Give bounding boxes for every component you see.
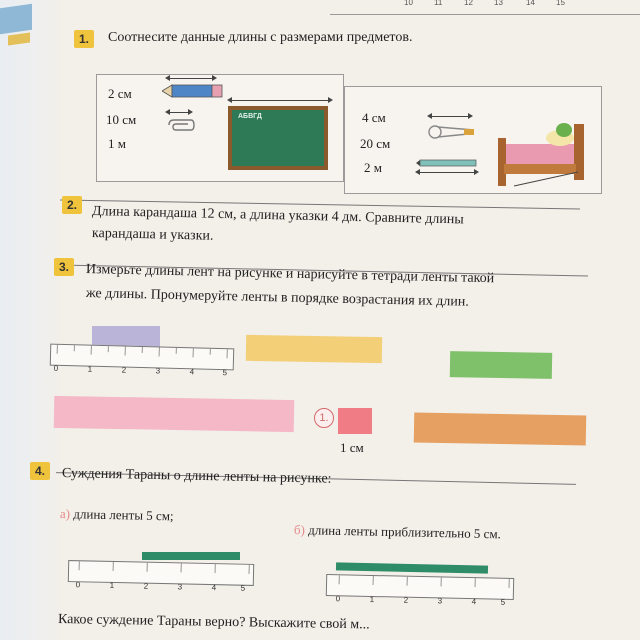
task-number: 3. bbox=[54, 258, 74, 276]
ruler-ticks bbox=[327, 575, 513, 589]
length-arrow bbox=[230, 100, 330, 101]
ruler-number: 1 bbox=[109, 580, 115, 591]
ruler-number: 1 bbox=[369, 594, 375, 605]
option-text: длина ленты 5 см; bbox=[73, 506, 174, 524]
ruler bbox=[68, 560, 254, 593]
bed-icon bbox=[494, 110, 590, 192]
paperclip-icon bbox=[166, 118, 196, 132]
sticker-decoration bbox=[0, 4, 32, 34]
ruler-number: 14 bbox=[526, 0, 535, 7]
option-a bbox=[60, 506, 174, 524]
pen-icon bbox=[416, 158, 482, 168]
ruler bbox=[326, 574, 514, 607]
ruler-number: 2 bbox=[403, 595, 409, 605]
task-number: 2. bbox=[62, 196, 82, 214]
ruler-number: 4 bbox=[471, 597, 477, 607]
ruler bbox=[50, 344, 235, 378]
task-number: 1. bbox=[74, 30, 94, 48]
length-arrow bbox=[418, 172, 476, 173]
task-text: Суждения Тараны о длине ленты на рисунке: bbox=[61, 466, 332, 487]
task-text: Измерьте длины лент на рисунке и нарисуйте в тетради ленты такой bbox=[85, 262, 495, 287]
example-number-badge: 1. bbox=[314, 408, 334, 428]
length-label: 2 см bbox=[108, 86, 132, 101]
ruler-number: 15 bbox=[556, 0, 565, 7]
safety-pin-icon bbox=[428, 124, 478, 140]
ribbon-pink bbox=[54, 396, 295, 432]
task-text: карандаша и указки. bbox=[91, 226, 214, 244]
length-arrow bbox=[430, 116, 470, 117]
ruler-number: 5 bbox=[240, 583, 246, 593]
ruler-number: 4 bbox=[211, 583, 217, 593]
ruler-number: 3 bbox=[177, 582, 183, 592]
ruler-number: 5 bbox=[222, 368, 228, 378]
board-text: АБВГД bbox=[238, 113, 262, 120]
length-label: 4 см bbox=[362, 110, 386, 125]
ribbon-b bbox=[336, 562, 488, 573]
task-text: Длина карандаша 12 см, а длина указки 4 дм. Сравните длины bbox=[91, 204, 464, 228]
ruler-number: 1 bbox=[87, 364, 93, 374]
ruler-number: 4 bbox=[189, 367, 195, 377]
ruler-ticks bbox=[51, 345, 233, 360]
ruler-number: 10 bbox=[404, 0, 413, 7]
length-label: 2 м bbox=[364, 160, 382, 175]
pencil-icon bbox=[162, 84, 224, 98]
length-arrow bbox=[168, 112, 190, 113]
option-letter: б) bbox=[293, 522, 306, 538]
example-label: 1 см bbox=[340, 440, 364, 455]
ruler-number: 13 bbox=[494, 0, 503, 7]
ribbon-green bbox=[450, 351, 552, 379]
length-arrow bbox=[168, 78, 214, 79]
task-number: 4. bbox=[30, 462, 50, 480]
option-text: длина ленты приблизительно 5 см. bbox=[308, 522, 502, 542]
ruler-number: 5 bbox=[500, 597, 506, 607]
ruler-number: 12 bbox=[464, 0, 473, 7]
task-text: Соотнесите данные длины с размерами предметов. bbox=[108, 30, 413, 45]
sticker-decoration bbox=[8, 32, 30, 45]
top-ruler bbox=[330, 0, 640, 15]
length-label: 20 см bbox=[360, 136, 391, 151]
ruler-number: 11 bbox=[434, 0, 443, 7]
ruler-ticks bbox=[69, 561, 253, 575]
ruler-number: 0 bbox=[75, 580, 81, 590]
ruler-number: 2 bbox=[143, 581, 149, 591]
ribbon-orange bbox=[414, 413, 586, 446]
length-label: 10 см bbox=[106, 112, 137, 127]
ruler-number: 3 bbox=[437, 596, 443, 606]
chalkboard-icon bbox=[228, 106, 328, 170]
ruler-number: 0 bbox=[53, 363, 59, 373]
ribbon-a bbox=[142, 552, 240, 560]
option-letter: а) bbox=[59, 506, 71, 522]
option-b bbox=[294, 522, 501, 542]
page-gutter bbox=[0, 0, 60, 640]
ruler-number: 0 bbox=[335, 594, 341, 604]
ruler-number: 2 bbox=[121, 365, 127, 375]
ribbon-yellow bbox=[246, 335, 382, 363]
ribbon-red-1cm bbox=[338, 408, 372, 434]
task-text: же длины. Пронумеруйте ленты в порядке возрастания их длин. bbox=[85, 286, 469, 310]
ruler-number: 3 bbox=[155, 366, 161, 376]
question-text: Какое суждение Тараны верно? Выскажите свой м... bbox=[57, 612, 370, 633]
length-label: 1 м bbox=[108, 136, 126, 151]
